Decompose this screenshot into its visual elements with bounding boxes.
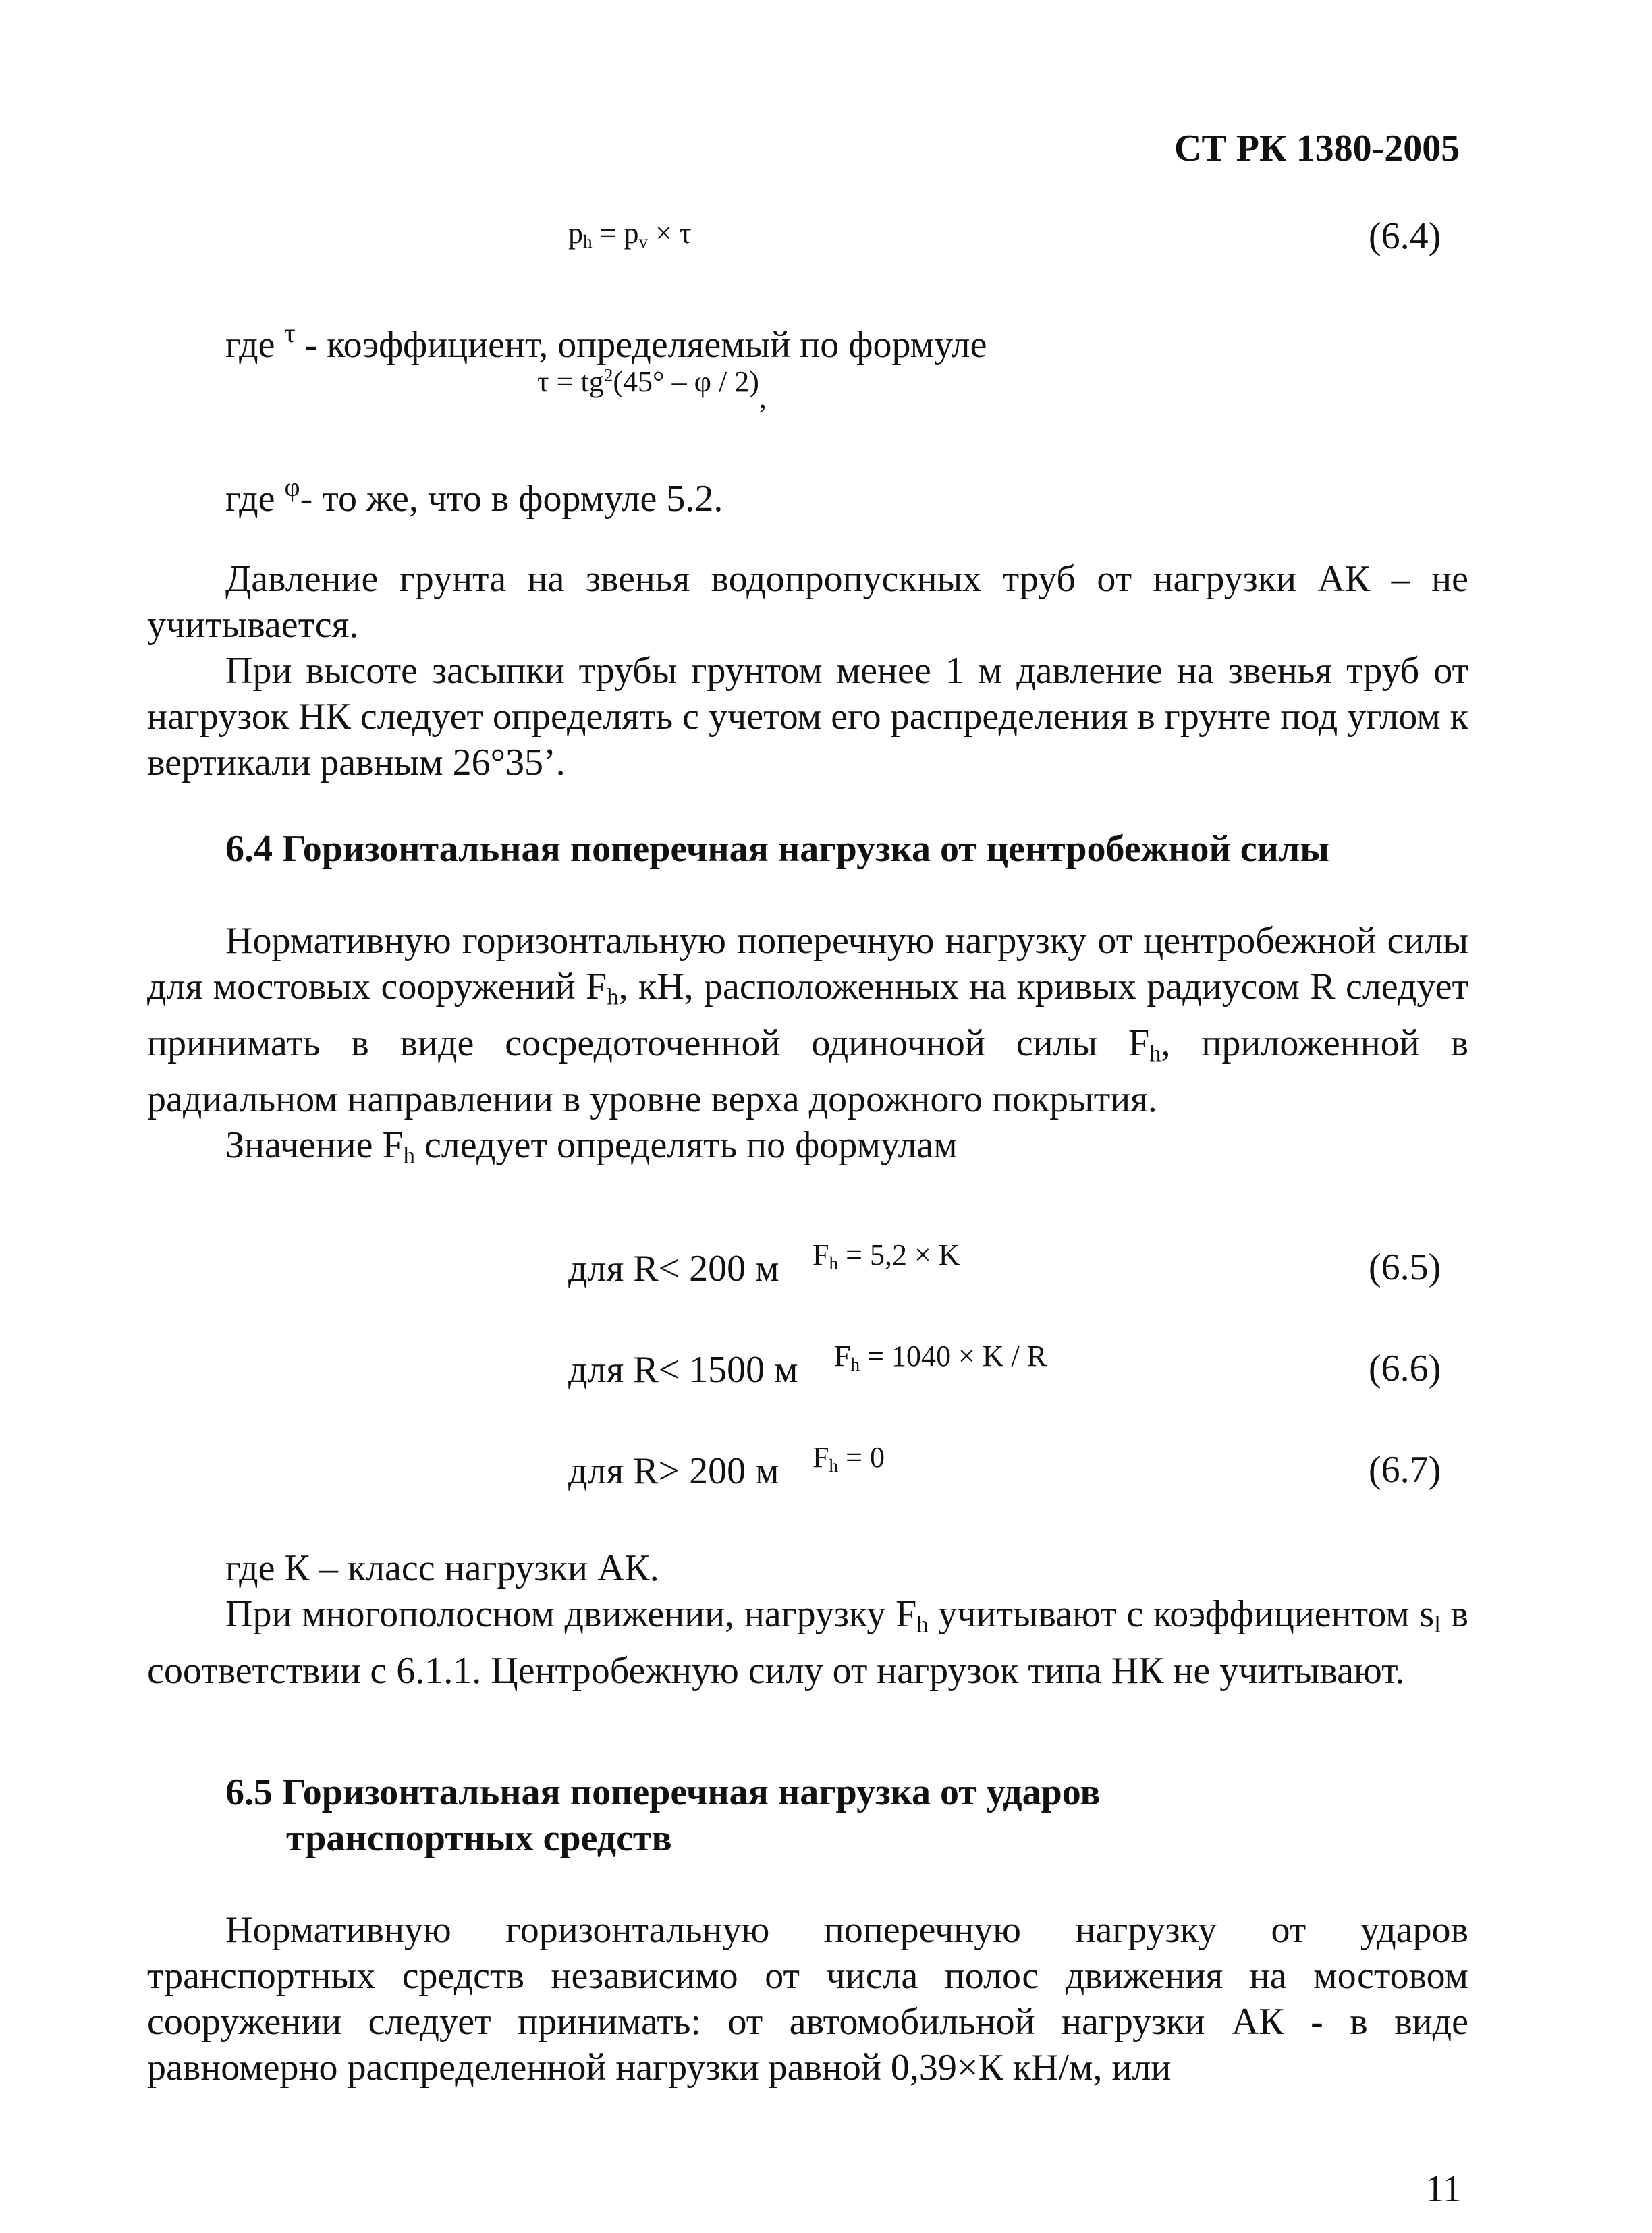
formula-number-6-7: (6.7) — [1369, 1449, 1441, 1491]
phi-symbol: φ — [284, 472, 300, 502]
where-prefix: где — [225, 478, 285, 520]
paragraph-class-k: где К – класс нагрузки АК. — [225, 1547, 659, 1589]
subscript-h: h — [1149, 1040, 1161, 1067]
subscript-l: l — [1434, 1611, 1441, 1638]
paragraph-multilane-c: в соответствии с 6.1.1. Центробежную силу от нагрузок типа НК не учитывают. — [147, 1593, 1469, 1692]
formula-number-6-6: (6.6) — [1369, 1348, 1441, 1389]
formula-lhs: p — [568, 217, 583, 250]
paragraph-backfill: При высоте засыпки трубы грунтом менее 1 м давление на звенья труб от нагрузок НК следует определять с учетом его распределения в грунте под углом к вертикали равным 26°35’. — [147, 650, 1468, 783]
formula-6-7-condition: для R> 200 м — [568, 1450, 779, 1492]
formula-number-6-4: (6.4) — [1369, 215, 1441, 257]
paragraph-group-4 — [147, 1907, 1468, 2091]
formula-6-6 — [834, 1339, 1047, 1375]
tau-formula-sup: 2 — [603, 365, 613, 385]
formula-lhs-sub: h — [583, 231, 593, 252]
formula-6-4 — [568, 216, 692, 252]
formula-number-6-5: (6.5) — [1369, 1246, 1441, 1288]
paragraph-group-1 — [147, 556, 1468, 785]
heading-6-4: 6.4 Горизонтальная поперечная нагрузка от центробежной силы — [225, 828, 1330, 870]
paragraph-impact-load: Нормативную горизонтальную поперечную нагрузку от ударов транспортных средств независимо от числа полос движения на мостовом сооружении следует принимать: от автомобильной нагрузки АК - в виде равномерно распределенной нагрузки равной 0,39×К кН/м, или — [147, 1909, 1468, 2089]
paragraph-value-b: следует определять по формулам — [414, 1124, 958, 1167]
paragraph-centrifugal — [147, 918, 1468, 1122]
tau-symbol: τ — [284, 318, 296, 348]
paragraph-multilane — [147, 1591, 1468, 1694]
formula-expr: = 0 — [838, 1441, 885, 1474]
tau-formula-a: τ = tg — [537, 365, 604, 398]
paragraph-group-2 — [147, 918, 1468, 1179]
formula-f-sub: h — [850, 1354, 860, 1375]
formula-6-5 — [813, 1238, 960, 1274]
formula-f-sub: h — [829, 1455, 839, 1476]
where-prefix: где — [225, 324, 285, 366]
formula-6-6-condition: для R< 1500 м — [568, 1349, 798, 1391]
paragraph-value-a: Значение F — [225, 1124, 404, 1167]
where-phi-text: - то же, что в формуле 5.2. — [300, 478, 723, 520]
formula-f: F — [813, 1441, 829, 1474]
where-tau-line — [225, 310, 987, 368]
paragraph-multilane-a: При многополосном движении, нагрузку F — [225, 1593, 917, 1635]
formula-expr: = 1040 × K / R — [860, 1340, 1047, 1373]
heading-6-5 — [225, 1769, 1101, 1861]
page-number: 11 — [1425, 2168, 1462, 2210]
tau-formula — [537, 364, 767, 414]
formula-rhs: = p — [599, 217, 639, 250]
formula-f: F — [834, 1340, 851, 1373]
paragraph-value-fh — [147, 1122, 1468, 1179]
formula-expr: = 5,2 × K — [838, 1238, 960, 1271]
document-code: СТ РК 1380-2005 — [1174, 128, 1460, 169]
where-tau-text: - коэффициент, определяемый по формуле — [295, 324, 987, 366]
formula-rest: × τ — [648, 217, 692, 250]
where-phi-line — [225, 464, 723, 522]
paragraph-centrifugal-a: Нормативную горизонтальную поперечную нагрузку от центробежной силы для мостовых сооружений F — [147, 920, 1468, 1008]
formula-f: F — [813, 1238, 829, 1271]
heading-6-5-line2: транспортных средств — [286, 1817, 672, 1859]
formula-f-sub: h — [829, 1252, 839, 1273]
heading-6-5-line1: 6.5 Горизонтальная поперечная нагрузка от ударов — [225, 1771, 1101, 1813]
tau-formula-comma: , — [759, 381, 767, 414]
subscript-h: h — [403, 1142, 415, 1169]
formula-6-7 — [813, 1440, 885, 1477]
paragraph-multilane-b: учитывают с коэффициентом s — [928, 1593, 1435, 1635]
paragraph-group-3 — [147, 1545, 1468, 1694]
subscript-h: h — [607, 983, 619, 1010]
paragraph-centrifugal-c: , приложенной в радиальном направлении в уровне верха дорожного покрытия. — [147, 1022, 1468, 1121]
formula-6-5-condition: для R< 200 м — [568, 1248, 779, 1290]
tau-formula-b: (45° – φ / 2) — [613, 365, 759, 398]
paragraph-soil-pressure: Давление грунта на звенья водопропускных труб от нагрузки АК – не учитывается. — [147, 558, 1468, 646]
formula-rhs-sub: v — [638, 231, 649, 252]
subscript-h: h — [916, 1611, 929, 1638]
paragraph-centrifugal-b: , кН, расположенных на кривых радиусом R следует принимать в виде сосредоточенной одиночной силы F — [147, 966, 1468, 1064]
